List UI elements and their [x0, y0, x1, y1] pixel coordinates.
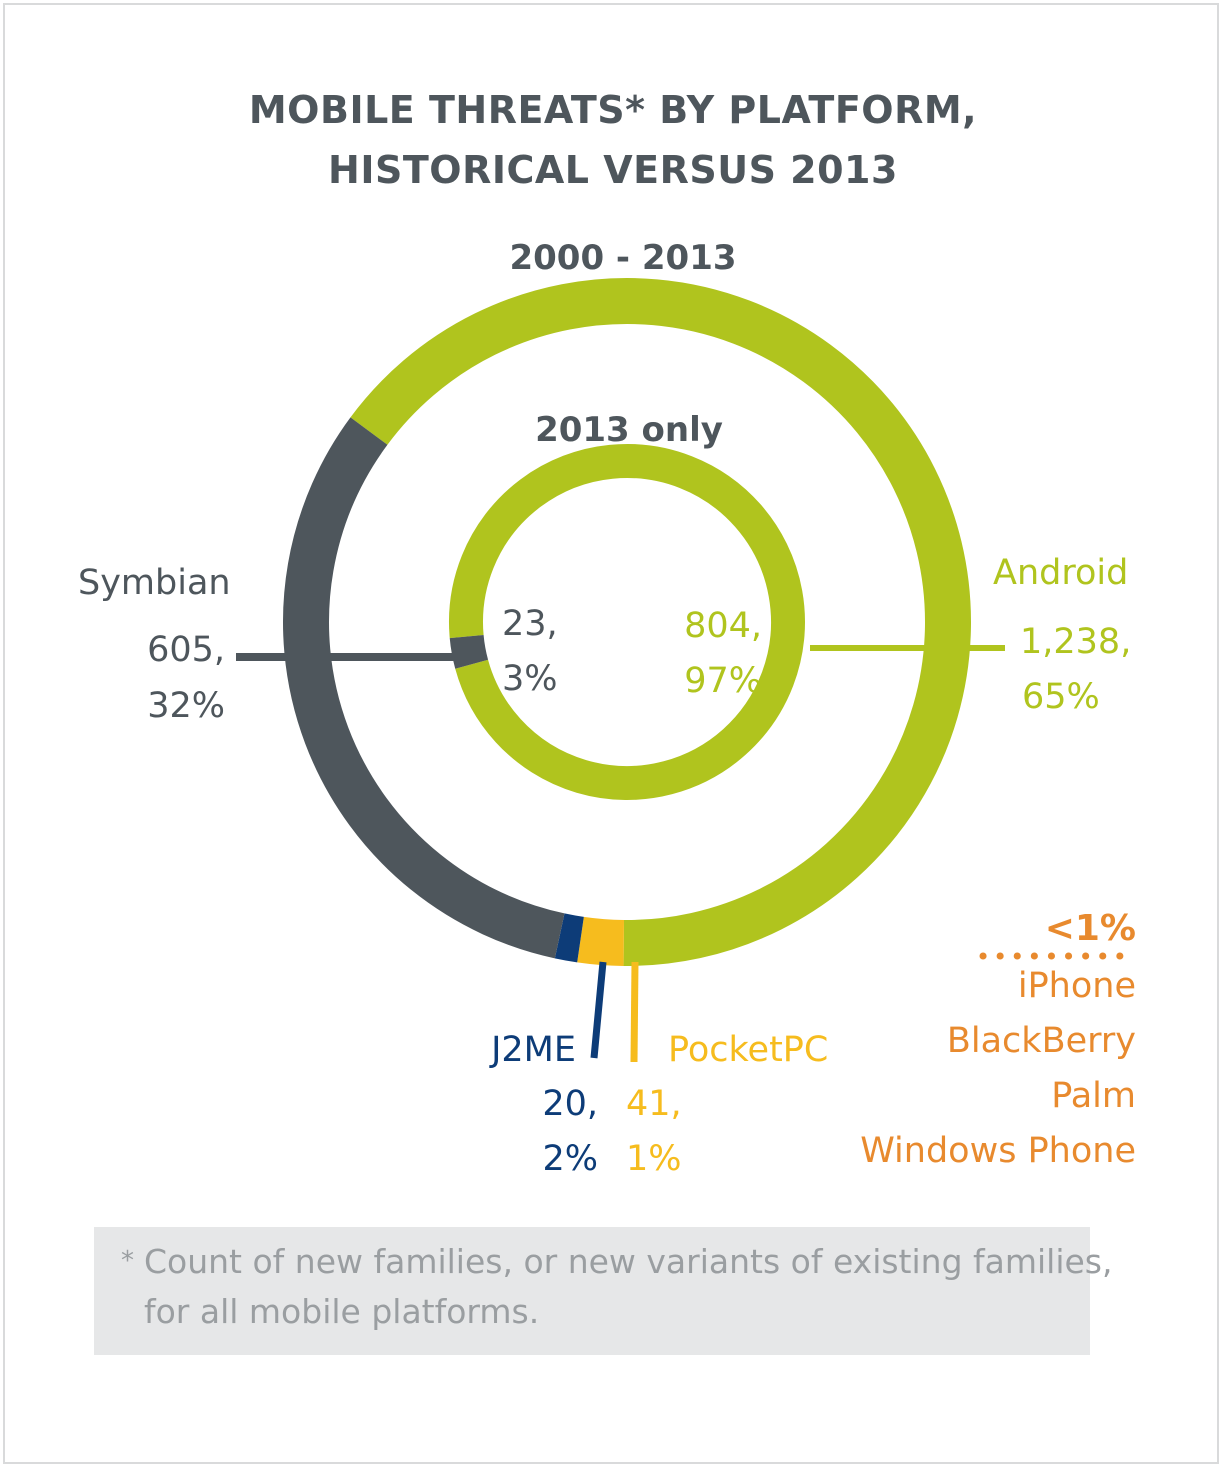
footnote-marker: * [121, 1246, 134, 1276]
j2me-leader-line [594, 962, 603, 1058]
symbian-label: Symbian [78, 563, 231, 603]
platform-blackberry: BlackBerry [946, 1021, 1136, 1061]
inner-ring-label: 2013 only [535, 410, 723, 450]
footnote-line-2: for all mobile platforms. [144, 1292, 540, 1331]
platform-windows-phone: Windows Phone [860, 1131, 1136, 1171]
j2me-value: 20, [542, 1084, 598, 1124]
small-group-label: <1% [1044, 908, 1136, 949]
android-outer-value: 1,238, [1020, 622, 1132, 662]
pocketpc-value: 41, [626, 1084, 682, 1124]
platform-palm: Palm [1051, 1076, 1136, 1116]
j2me-percent: 2% [542, 1139, 598, 1179]
android-label: Android [993, 553, 1129, 593]
symbian-outer-percent: 32% [147, 686, 225, 726]
symbian-outer-value: 605, [147, 630, 225, 670]
symbian-inner-value: 23, [502, 604, 558, 644]
symbian-inner-percent: 3% [502, 659, 558, 699]
outer-slice-pocketpc [581, 940, 624, 943]
platform-iphone: iPhone [1017, 966, 1136, 1006]
android-inner-percent: 97% [684, 661, 762, 701]
android-inner-value: 804, [684, 606, 762, 646]
pocketpc-percent: 1% [626, 1139, 682, 1179]
chart-title-line-1: MOBILE THREATS* BY PLATFORM, [248, 88, 978, 132]
android-outer-percent: 65% [1022, 677, 1100, 717]
outer-slice-j2me [560, 936, 581, 940]
outer-ring [306, 301, 948, 943]
outer-ring-label: 2000 - 2013 [509, 238, 737, 278]
chart-title-line-2: HISTORICAL VERSUS 2013 [328, 148, 898, 192]
pocketpc-label: PocketPC [668, 1030, 829, 1070]
pocketpc-leader-line [634, 962, 635, 1062]
j2me-label: J2ME [491, 1030, 576, 1070]
footnote-line-1: Count of new families, or new variants of existing families, [144, 1242, 1113, 1281]
